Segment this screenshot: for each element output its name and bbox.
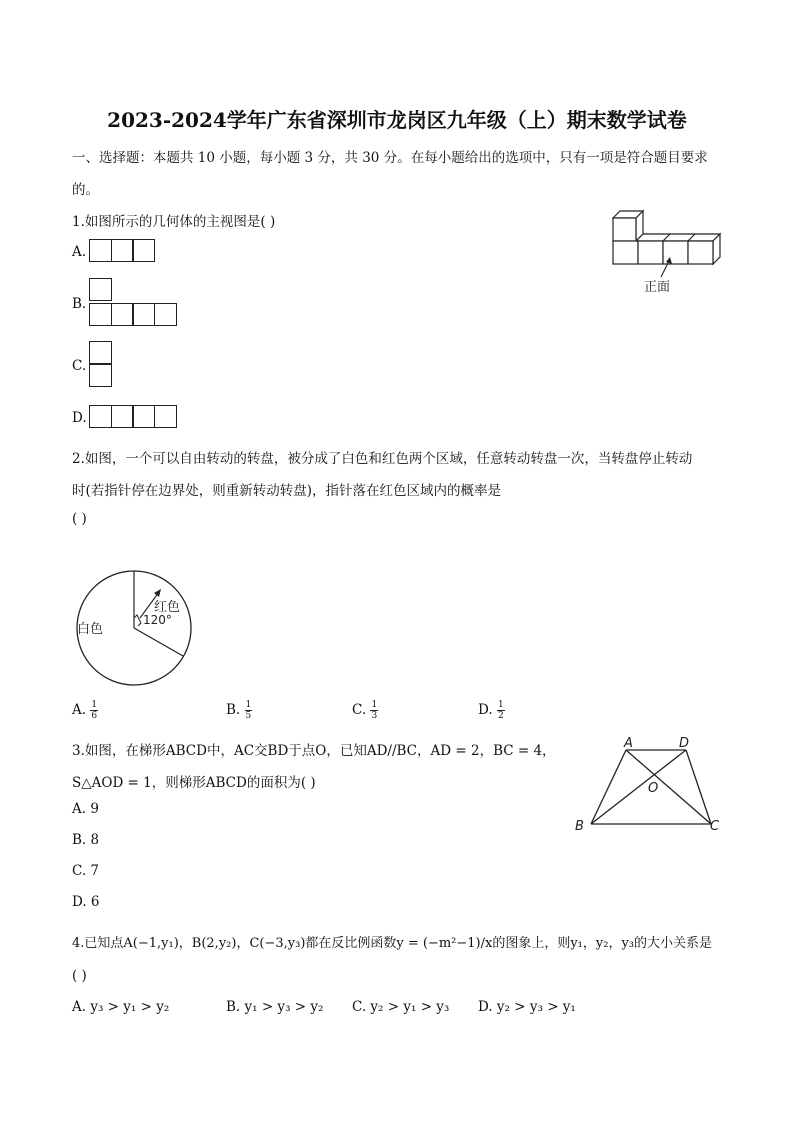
- q3-label-b: B: [575, 819, 584, 834]
- q4-option-a: A. y₃ > y₁ > y₂: [72, 999, 170, 1015]
- q1-stem: 1.如图所示的几何体的主视图是( ): [72, 214, 276, 230]
- q2-white-label: 白色: [77, 622, 104, 637]
- q1-option-d-figure: [89, 405, 177, 428]
- q2-red-label: 红色: [154, 600, 181, 615]
- q1-option-c-figure-bottom: [89, 364, 112, 387]
- q4-option-d: D. y₂ > y₃ > y₁: [478, 999, 576, 1015]
- q3-option-c: C. 7: [72, 863, 100, 879]
- q1-option-b-label: B.: [72, 296, 87, 312]
- q3-label-a: A: [624, 736, 633, 751]
- q3-stem-line2: S△AOD = 1，则梯形ABCD的面积为( ): [72, 775, 316, 791]
- q2-angle-label: 120°: [143, 613, 172, 627]
- q2-option-a: A. $\frac{1}{6}$: [72, 700, 98, 721]
- q4-stem: 4.已知点A(−1,y₁)，B(2,y₂)，C(−3,y₃)都在反比例函数y = (−m²−1)/x的图象上，则y₁，y₂，y₃的大小关系是: [72, 936, 713, 951]
- q1-option-a-figure: [89, 239, 155, 262]
- section-instruction-line1: 一、选择题：本题共 10 小题，每小题 3 分，共 30 分。在每小题给出的选项中，只有一项是符合题目要求: [72, 150, 708, 166]
- q4-paren: ( ): [72, 968, 87, 984]
- q1-option-b-figure-top: [89, 278, 112, 301]
- q4-option-b: B. y₁ > y₃ > y₂: [226, 999, 324, 1015]
- q3-label-c: C: [710, 819, 720, 834]
- q3-label-o: O: [648, 781, 659, 796]
- page-title: 2023-2024学年广东省深圳市龙岗区九年级（上）期末数学试卷: [107, 108, 687, 132]
- q2-option-d: D. $\frac{1}{2}$: [478, 700, 504, 721]
- q1-front-label: 正面: [644, 280, 671, 295]
- q2-paren: ( ): [72, 511, 87, 527]
- q1-solid-figure: [608, 204, 726, 296]
- q1-option-b-figure-bottom: [89, 303, 177, 326]
- q1-option-c-label: C.: [72, 358, 87, 374]
- section-instruction-line2: 的。: [72, 182, 99, 198]
- q3-option-b: B. 8: [72, 832, 100, 848]
- q2-stem-line1: 2.如图，一个可以自由转动的转盘，被分成了白色和红色两个区域，任意转动转盘一次，当转盘停止转动: [72, 451, 693, 467]
- q2-stem-line2: 时(若指针停在边界处，则重新转动转盘)，指针落在红色区域内的概率是: [72, 483, 502, 499]
- q4-option-c: C. y₂ > y₁ > y₃: [352, 999, 450, 1015]
- q3-stem-line1: 3.如图，在梯形ABCD中，AC交BD于点O，已知AD//BC，AD = 2，BC = 4，: [72, 743, 556, 759]
- q1-option-d-label: D.: [72, 410, 87, 426]
- q3-trapezoid-figure: [572, 734, 724, 836]
- q3-option-a: A. 9: [72, 801, 99, 817]
- q2-option-c: C. $\frac{1}{3}$: [352, 700, 378, 721]
- q3-option-d: D. 6: [72, 894, 100, 910]
- q1-option-a-label: A.: [72, 244, 87, 260]
- q3-label-d: D: [679, 736, 690, 751]
- q2-spinner-figure: [74, 568, 194, 690]
- q2-option-b: B. $\frac{1}{5}$: [226, 700, 252, 721]
- q1-option-c-figure-top: [89, 341, 112, 364]
